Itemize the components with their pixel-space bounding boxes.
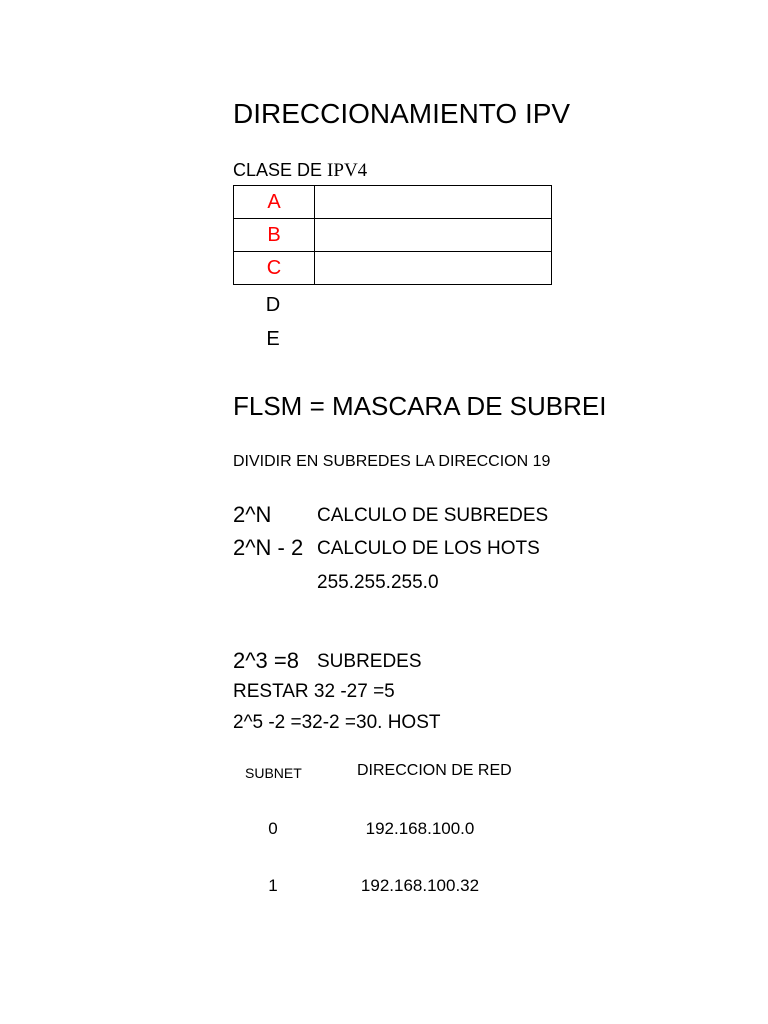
page-title: DIRECCIONAMIENTO IPV bbox=[233, 98, 571, 129]
restar-line: RESTAR 32 -27 =5 bbox=[233, 681, 395, 702]
class-letter-c: C bbox=[234, 252, 315, 285]
class-row-b bbox=[234, 219, 552, 252]
class-row-a bbox=[234, 186, 552, 219]
ipv4-class-label-prefix: CLASE DE bbox=[233, 160, 328, 180]
class-letter-b: B bbox=[234, 219, 315, 252]
subnet-row-address: 192.168.100.0 bbox=[365, 819, 475, 838]
subnet-row-number: 0 bbox=[268, 819, 278, 838]
flsm-heading: FLSM = MASCARA DE SUBREI bbox=[233, 391, 607, 421]
class-row-c bbox=[234, 252, 552, 285]
class-letter-d: D bbox=[265, 294, 281, 316]
address-column-header: DIRECCION DE RED bbox=[357, 762, 512, 779]
ipv4-class-label-serif: IPV4 bbox=[327, 160, 368, 181]
ipv4-class-label bbox=[233, 161, 367, 180]
class-letter-e: E bbox=[266, 328, 280, 350]
host-line: 2^5 -2 =32-2 =30. HOST bbox=[233, 712, 441, 733]
class-empty-cell bbox=[315, 252, 552, 285]
class-empty-cell bbox=[315, 219, 552, 252]
formula-hosts: 2^N - 2 bbox=[233, 535, 304, 560]
formula-hosts-description: CALCULO DE LOS HOTS bbox=[317, 538, 540, 559]
subnets-calc-description: SUBREDES bbox=[317, 651, 422, 672]
subnets-calc-formula: 2^3 =8 bbox=[233, 648, 299, 673]
subnet-row-address: 192.168.100.32 bbox=[360, 876, 480, 895]
formula-subnets: 2^N bbox=[233, 502, 272, 527]
class-empty-cell bbox=[315, 186, 552, 219]
subnet-row-number: 1 bbox=[268, 876, 278, 895]
subnet-mask: 255.255.255.0 bbox=[317, 572, 439, 593]
dividir-instruction: DIVIDIR EN SUBREDES LA DIRECCION 19 bbox=[233, 453, 551, 470]
subnet-column-header: SUBNET bbox=[245, 765, 302, 781]
ipv4-class-table bbox=[233, 185, 552, 285]
formula-subnets-description: CALCULO DE SUBREDES bbox=[317, 505, 549, 526]
class-letter-a: A bbox=[234, 186, 315, 219]
